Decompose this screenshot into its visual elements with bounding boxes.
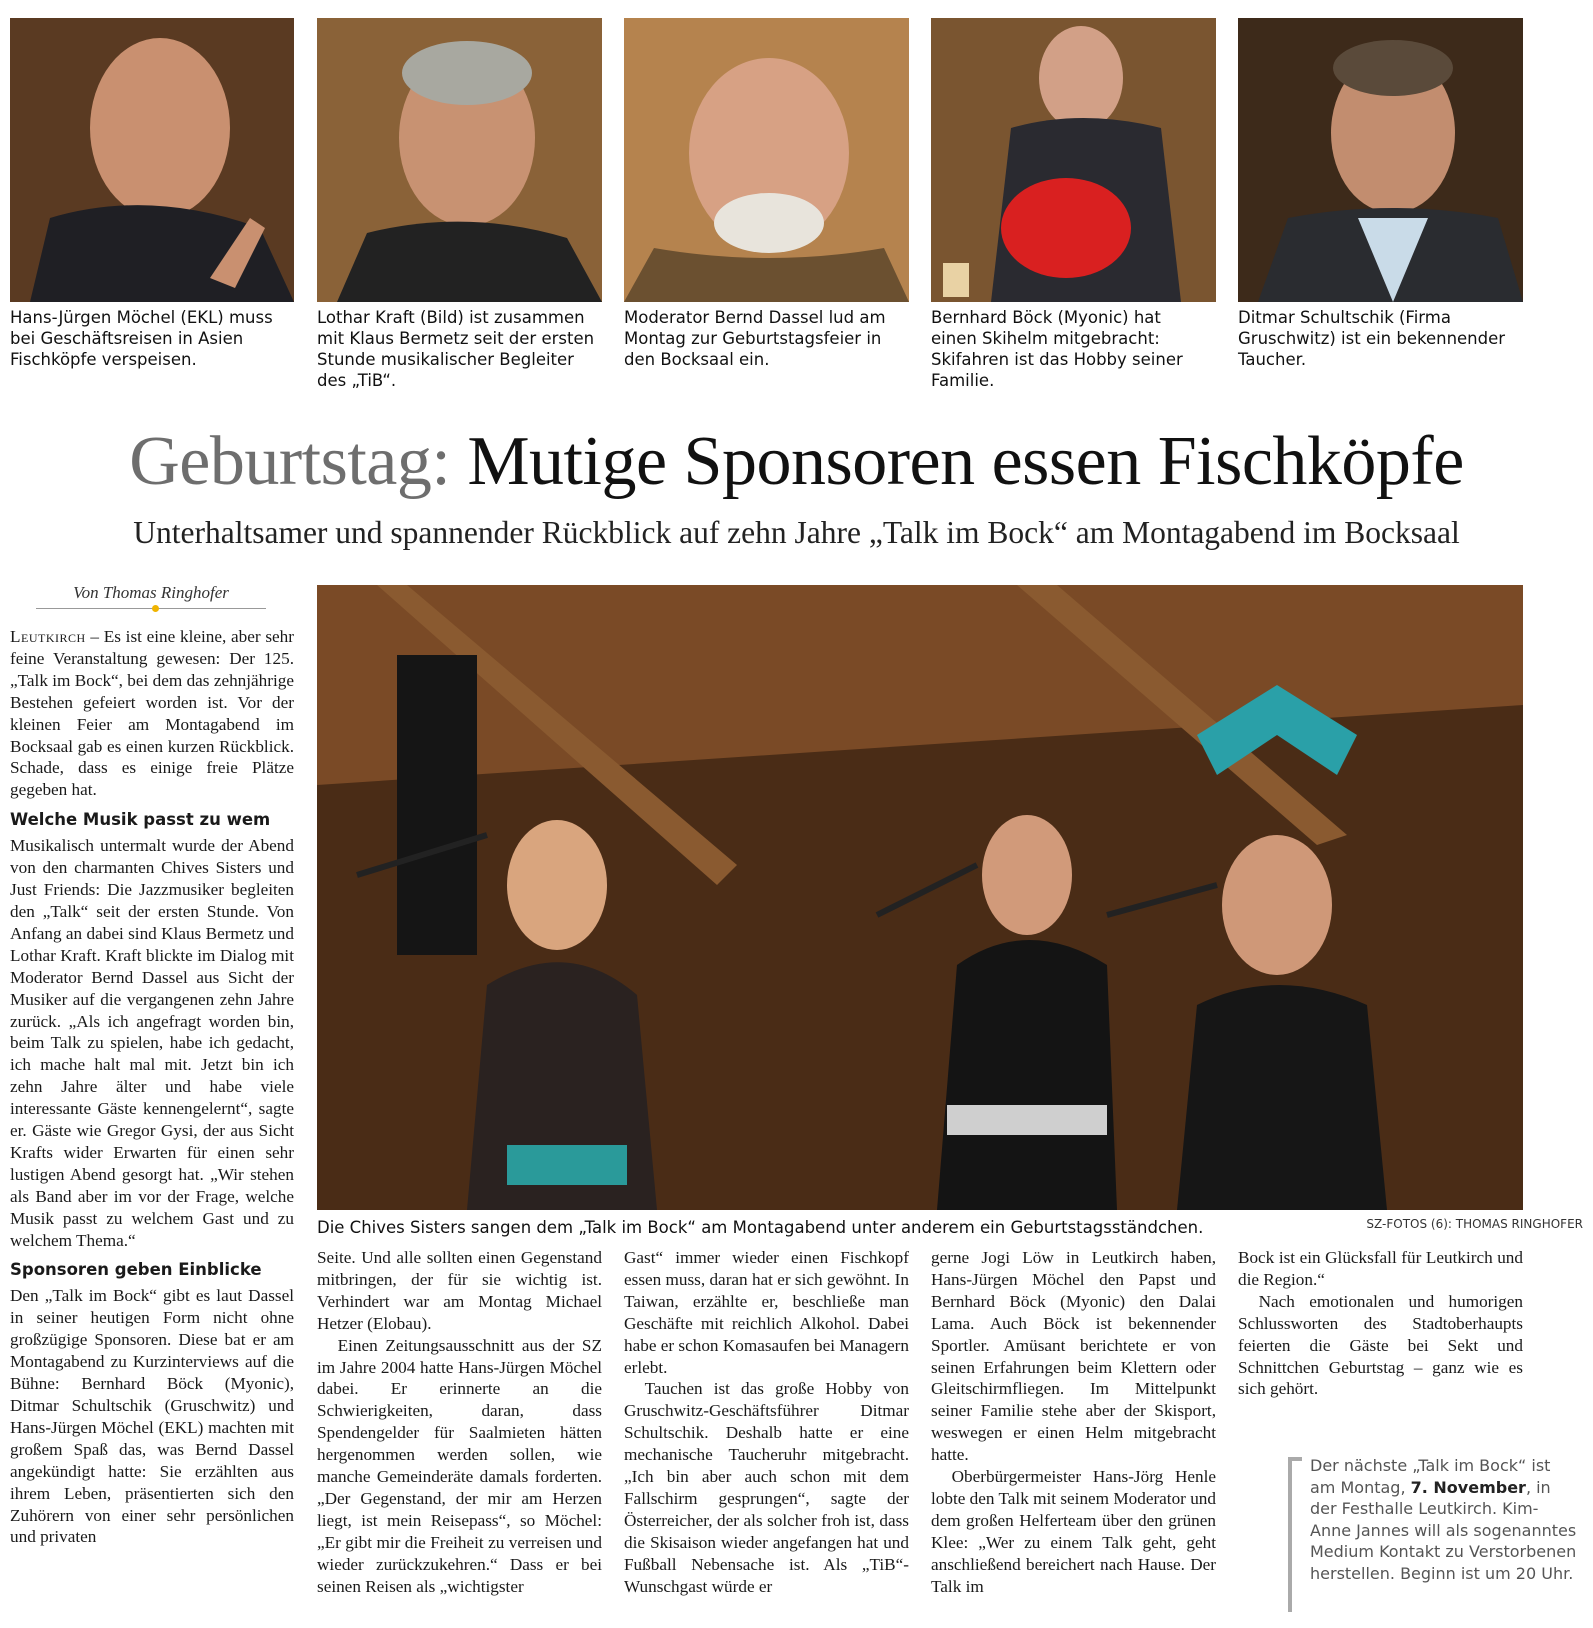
info-box-date: 7. November	[1410, 1477, 1526, 1497]
article-paragraph-henle: Oberbürgermeister Hans-Jörg Henle lobte den Talk mit seinem Moderator und dem großen Helferteam über den grünen Klee: „Wer zu einem Talk geht, geht anschließend bereichert nach Hause. Der Talk im	[931, 1467, 1216, 1596]
article-subheading-music: Welche Musik passt zu wem	[10, 810, 271, 830]
portrait-caption-moechel: Hans-Jürgen Möchel (EKL) muss bei Geschäftsreisen in Asien Fischköpfe verspeisen.	[10, 308, 273, 369]
portrait-photo-kraft	[317, 18, 602, 302]
info-box-next-talk	[1288, 1455, 1578, 1618]
article-column-4	[931, 1247, 1216, 1598]
byline-rule	[36, 608, 266, 609]
article-column-3	[624, 1247, 909, 1598]
headline-kicker: Geburtstag:	[129, 423, 451, 500]
article-paragraph-moechel: Einen Zeitungsausschnitt aus der SZ im Jahre 2004 hatte Hans-Jürgen Möchel dabei. Er erinnerte an die Schwierigkeiten, daran, dass Spendengelder für Saalmieten hätten hergenommen werden sollen, wie manche Gemeinderäte damals forderten. „Der Gegenstand, der mir am Herzen liegt, ist mein Reisepass“, so Möchel: „Er gibt mir die Freiheit zu verreisen und wieder zurückzukehren.“ Dass er bei seinen Reisen als „wichtigster	[317, 1335, 602, 1596]
article-subheading-sponsors: Sponsoren geben Einblicke	[10, 1260, 262, 1280]
info-box-bar	[1288, 1457, 1292, 1612]
article-dateline: Leutkirch	[10, 627, 86, 646]
subheadline: Unterhaltsamer und spannender Rückblick auf zehn Jahre „Talk im Bock“ am Montagabend im Bocksaal	[133, 515, 1460, 550]
article-paragraph-boeck: gerne Jogi Löw in Leutkirch haben, Hans-Jürgen Möchel den Papst und Bernhard Böck (Myonic) den Dalai Lama. Auch Böck ist bekennender Sportler. Amüsant berichtete er von seinen Erfahrungen beim Klettern oder Gleitschirmfliegen. Im Mittelpunkt seiner Familie stehe aber der Skisport, weswegen er einen Helm mitgebracht hatte.	[931, 1248, 1216, 1465]
article-paragraph-object: Seite. Und alle sollten einen Gegenstand mitbringen, der für sie wichtig ist. Verhindert war am Montag Michael Hetzer (Elobau).	[317, 1248, 602, 1333]
main-photo-chives-sisters	[317, 585, 1523, 1210]
byline-dot	[152, 605, 159, 612]
info-box-bar-top	[1288, 1457, 1302, 1461]
article-intro	[10, 626, 294, 801]
headline	[0, 422, 1593, 502]
info-box-text-2: , in der Festhalle Leutkirch. Kim-Anne Jannes will als sogenanntes Medium Kontakt zu Verstorbenen herstellen. Beginn ist um 20 Uhr.	[1310, 1477, 1577, 1583]
article-column-5	[1238, 1247, 1523, 1400]
headline-title: Mutige Sponsoren essen Fischköpfe	[467, 423, 1464, 500]
portrait-caption-schultschik: Ditmar Schultschik (Firma Gruschwitz) ist ein bekennender Taucher.	[1238, 308, 1506, 369]
article-paragraph-fishhead: Gast“ immer wieder einen Fischkopf essen muss, daran hat er sich gewöhnt. In Taiwan, erzählte er, beschließe man Geschäfte mit reichlich Alkohol. Dabei habe er schon Komasaufen bei Managern erlebt.	[624, 1248, 909, 1377]
photo-credit: SZ-FOTOS (6): THOMAS RINGHOFER	[1366, 1217, 1583, 1231]
article-paragraph-closing: Nach emotionalen und humorigen Schlussworten des Stadtoberhaupts feierten die Gäste bei Sekt und Schnittchen Geburtstag – ganz wie es sich gehört.	[1238, 1291, 1523, 1399]
article-paragraph-region: Bock ist ein Glücksfall für Leutkirch und die Region.“	[1238, 1248, 1523, 1289]
article-paragraph-schultschik: Tauchen ist das große Hobby von Gruschwitz-Geschäftsführer Ditmar Schultschik. Deshalb hatte er eine mechanische Taucheruhr mitgebracht. „Ich bin aber auch schon mit dem Fallschirm gesprungen“, sagte der Österreicher, der als solcher froh ist, dass die Skisaison wieder angefangen hat und Fußball Nebensache ist. Als „TiB“-Wunschgast würde er	[624, 1379, 909, 1596]
article-column-1	[10, 626, 294, 1548]
article-paragraph-music: Musikalisch untermalt wurde der Abend von den charmanten Chives Sisters und Just Friends: Die Jazzmusiker begleiten den „Talk“ seit der ersten Stunde. Von Anfang an dabei sind Klaus Bermetz und Lothar Kraft. Kraft blickte im Dialog mit Moderator Bernd Dassel aus Sicht der Musiker auf die vergangenen zehn Jahre zurück. „Als ich angefragt worden bin, beim Talk zu spielen, habe ich gedacht, ich mache halt mal mit. Jetzt bin ich zehn Jahre älter und habe viele interessante Gäste kennengelernt“, sagte er. Gäste wie Gregor Gysi, der aus Sicht Krafts wider Erwarten für einen sehr lustigen Abend gesorgt hat. „Wir stehen als Band aber im vor der Frage, welche Musik passt zu welchem Gast und zu welchem Thema.“	[10, 836, 294, 1250]
portrait-photo-dassel	[624, 18, 909, 302]
info-box-text-1: Der nächste „Talk im Bock“ ist am Montag,	[1310, 1456, 1551, 1497]
portrait-photo-schultschik	[1238, 18, 1523, 302]
main-photo-caption: Die Chives Sisters sangen dem „Talk im Bock“ am Montagabend unter anderem ein Geburtstagsständchen.	[317, 1218, 1204, 1237]
byline: Von Thomas Ringhofer	[73, 583, 229, 602]
article-paragraph-sponsors: Den „Talk im Bock“ gibt es laut Dassel in seiner heutigen Form nicht ohne großzügige Sponsoren. Diese bat er am Montagabend zu Kurzinterviews auf die Bühne: Bernhard Böck (Myonic), Ditmar Schultschik (Gruschwitz) und Hans-Jürgen Möchel (EKL) machten mit großem Spaß das, was Bernd Dassel angekündigt hatte: Sie erzählten aus ihrem Leben, präsentierten sich den Zuhörern von einer sehr persönlichen und privaten	[10, 1286, 294, 1547]
article-intro-text: – Es ist eine kleine, aber sehr feine Veranstaltung gewesen: Der 125. „Talk im Bock“, bei dem das zehnjährige Bestehen gefeiert worden ist. Vor der kleinen Feier am Montagabend im Bocksaal gab es einen kurzen Rückblick. Schade, dass es einige freie Plätze gegeben hat.	[10, 627, 294, 800]
article-column-2	[317, 1247, 602, 1598]
portrait-photo-moechel	[10, 18, 294, 302]
portrait-caption-kraft: Lothar Kraft (Bild) ist zusammen mit Klaus Bermetz seit der ersten Stunde musikalischer Begleiter des „TiB“.	[317, 308, 595, 390]
portrait-photo-boeck	[931, 18, 1216, 302]
portrait-caption-boeck: Bernhard Böck (Myonic) hat einen Skihelm mitgebracht: Skifahren ist das Hobby seiner Familie.	[931, 308, 1183, 390]
portrait-caption-dassel: Moderator Bernd Dassel lud am Montag zur Geburtstagsfeier in den Bocksaal ein.	[624, 308, 886, 369]
